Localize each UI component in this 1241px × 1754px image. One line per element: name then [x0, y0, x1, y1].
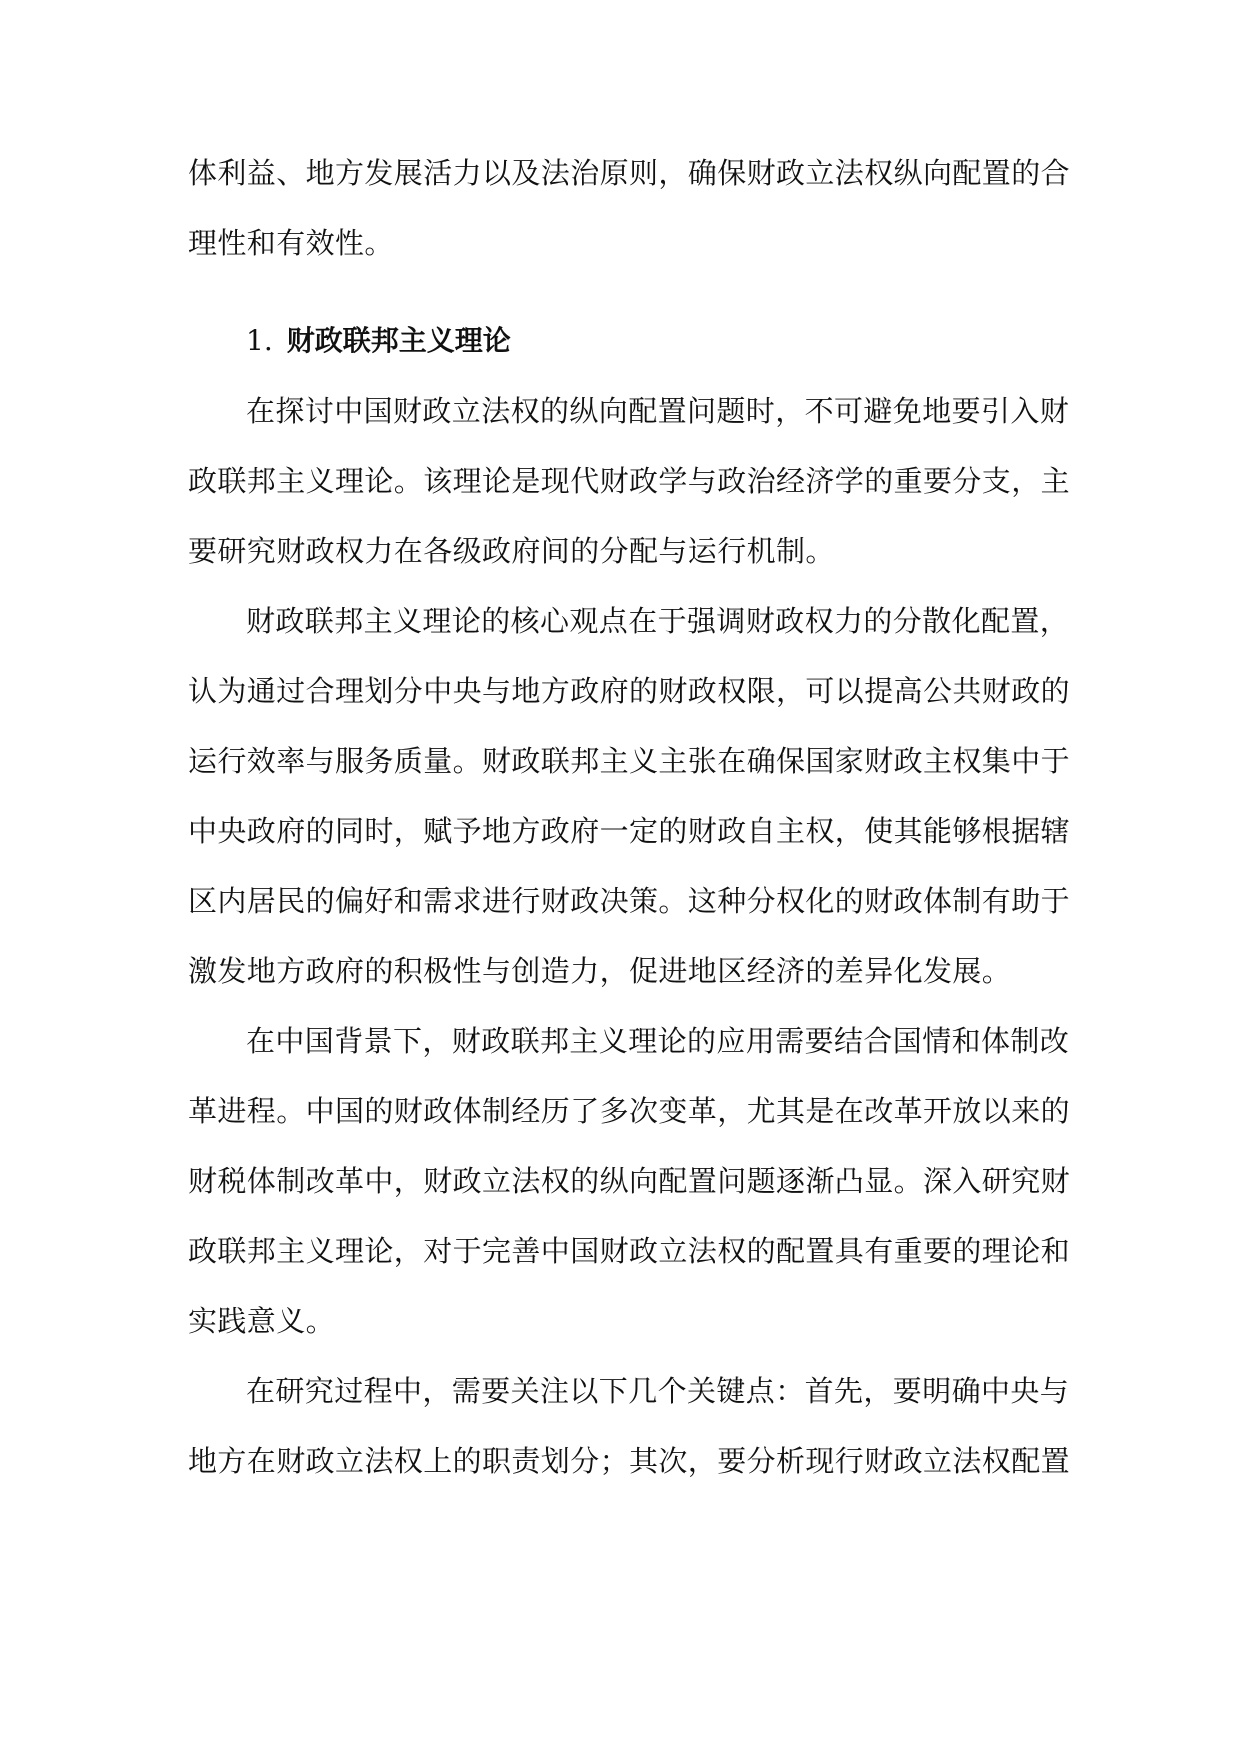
- section-number: 1.: [246, 324, 273, 357]
- text-line: 认为通过合理划分中央与地方政府的财政权限，可以提高公共财政的: [188, 674, 1071, 708]
- text-line: 中央政府的同时，赋予地方政府一定的财政自主权，使其能够根据辖: [188, 814, 1071, 848]
- paragraph-line: 在中国背景下，财政联邦主义理论的应用需要结合国情和体制改: [246, 1024, 1070, 1058]
- section-heading: [188, 306, 1054, 376]
- text-line: 运行效率与服务质量。财政联邦主义主张在确保国家财政主权集中于: [188, 744, 1071, 778]
- section-spacer: [188, 278, 1054, 306]
- text-line: 激发地方政府的积极性与创造力，促进地区经济的差异化发展。: [188, 954, 1012, 988]
- text-line: 体利益、地方发展活力以及法治原则，确保财政立法权纵向配置的合: [188, 156, 1071, 190]
- text-line: 实践意义。: [188, 1304, 336, 1338]
- text-line: 革进程。中国的财政体制经历了多次变革，尤其是在改革开放以来的: [188, 1094, 1071, 1128]
- text-line: 政联邦主义理论。该理论是现代财政学与政治经济学的重要分支，主: [188, 464, 1071, 498]
- paragraph-line: 在探讨中国财政立法权的纵向配置问题时，不可避免地要引入财: [246, 394, 1070, 428]
- text-line: 要研究财政权力在各级政府间的分配与运行机制。: [188, 534, 835, 568]
- section-title: 财政联邦主义理论: [286, 324, 511, 357]
- text-line: 地方在财政立法权上的职责划分；其次，要分析现行财政立法权配置: [188, 1444, 1071, 1478]
- paragraph-line: 财政联邦主义理论的核心观点在于强调财政权力的分散化配置，: [246, 604, 1070, 638]
- paragraph-line: 在研究过程中，需要关注以下几个关键点：首先，要明确中央与: [246, 1374, 1070, 1408]
- text-line: 政联邦主义理论，对于完善中国财政立法权的配置具有重要的理论和: [188, 1234, 1071, 1268]
- text-line: 区内居民的偏好和需求进行财政决策。这种分权化的财政体制有助于: [188, 884, 1071, 918]
- text-line: 财税体制改革中，财政立法权的纵向配置问题逐渐凸显。深入研究财: [188, 1164, 1071, 1198]
- document-body: [188, 138, 1071, 1496]
- text-line: 理性和有效性。: [188, 226, 394, 260]
